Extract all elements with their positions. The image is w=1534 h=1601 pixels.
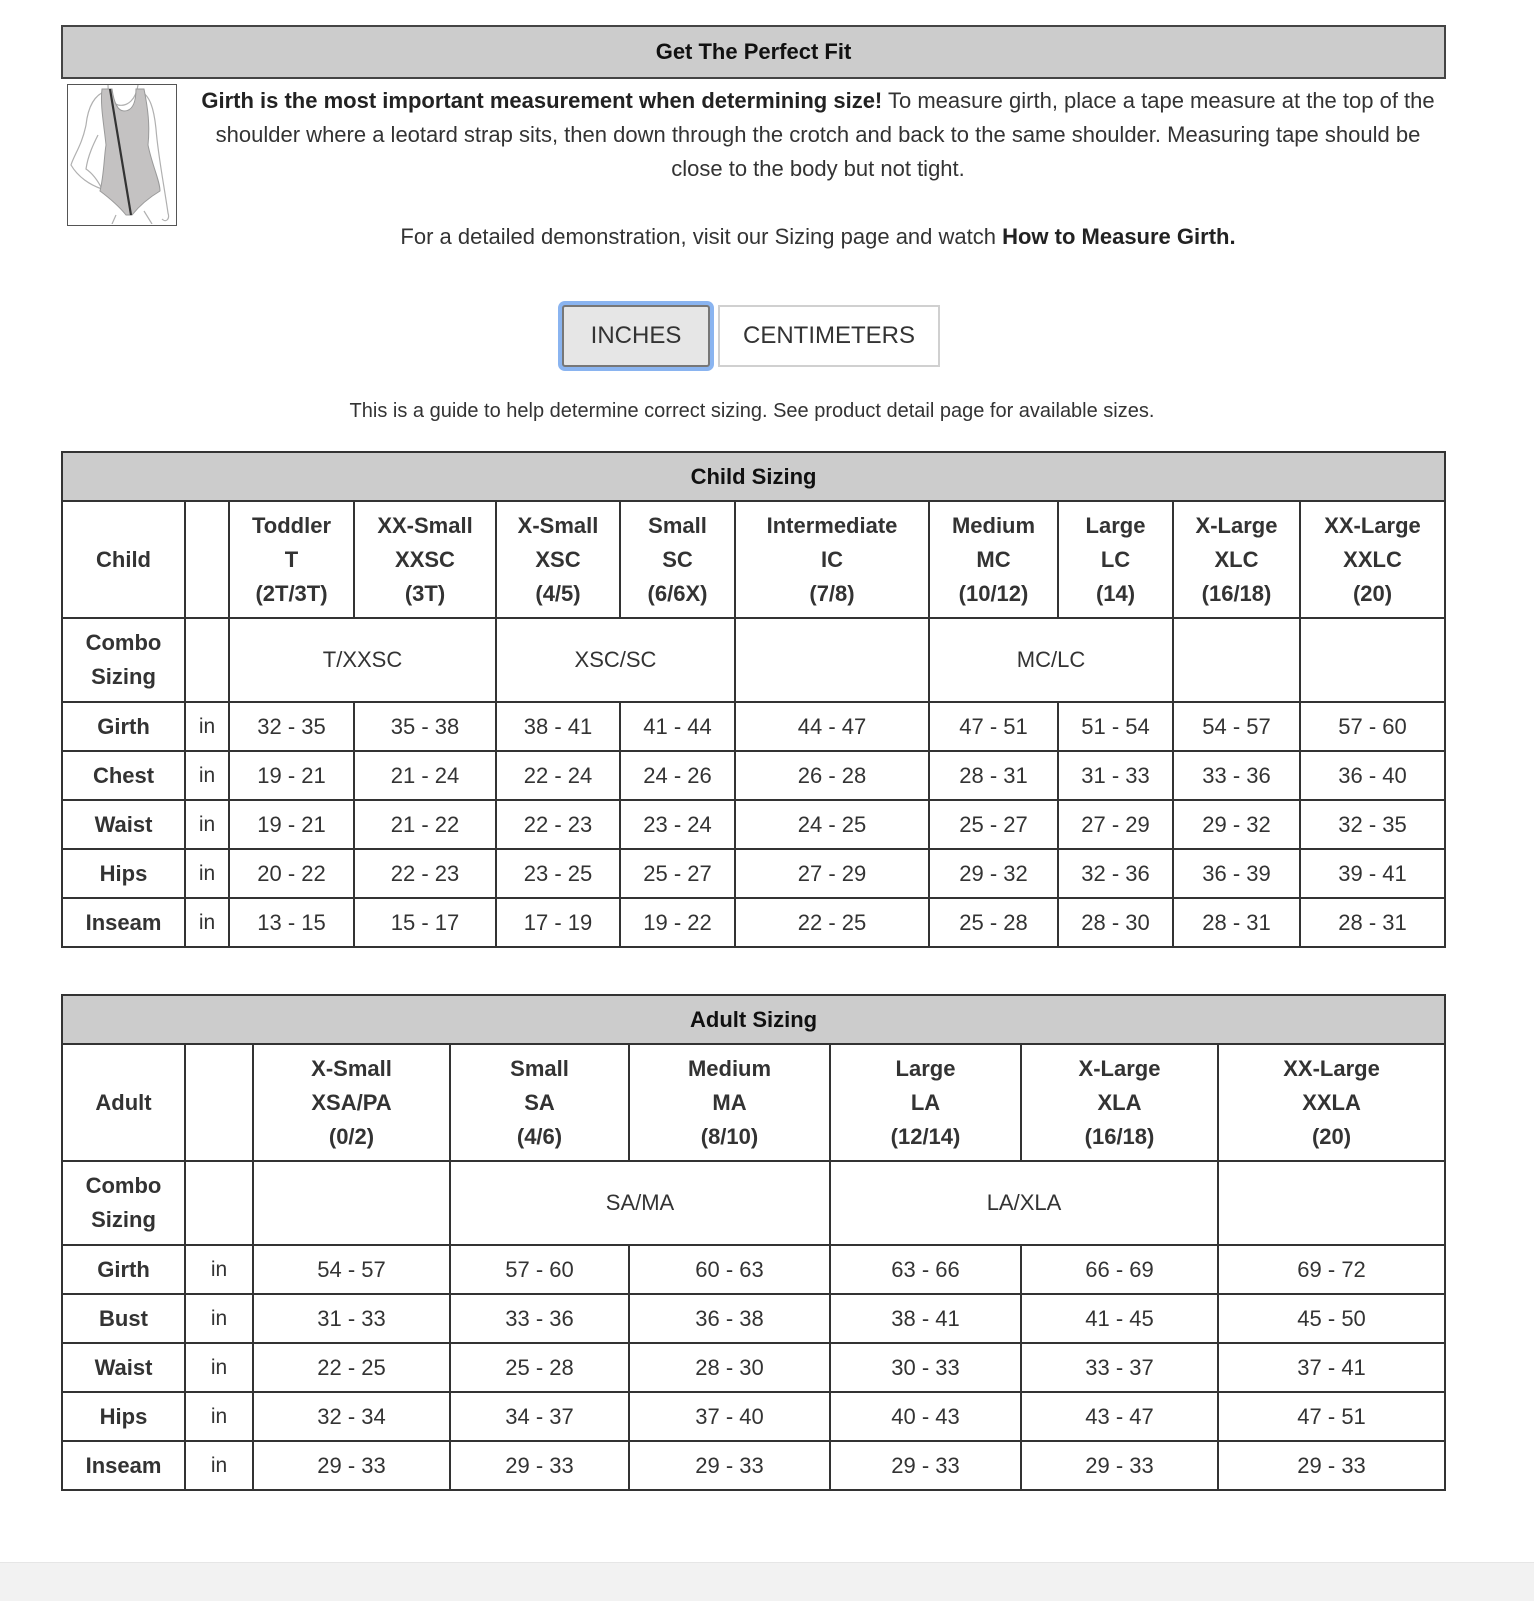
value-cell: 36 - 38 (629, 1294, 830, 1343)
value-cell: 38 - 41 (830, 1294, 1021, 1343)
value-cell: 28 - 30 (629, 1343, 830, 1392)
row-label: Inseam (62, 1441, 185, 1490)
value-cell: 22 - 25 (735, 898, 929, 947)
row-label: Hips (62, 1392, 185, 1441)
value-cell: 44 - 47 (735, 702, 929, 751)
row-label: Waist (62, 800, 185, 849)
combo-sizing-label: Combo Sizing (62, 1161, 185, 1245)
value-cell: 21 - 24 (354, 751, 496, 800)
unit-cell: in (185, 1392, 253, 1441)
combo-cell (253, 1161, 450, 1245)
value-cell: 29 - 33 (450, 1441, 629, 1490)
size-header-x-large: X-Large XLC (16/18) (1173, 501, 1300, 618)
value-cell: 19 - 21 (229, 800, 354, 849)
value-cell: 27 - 29 (1058, 800, 1173, 849)
girth-importance-lead: Girth is the most important measurement when determining size! (201, 88, 883, 113)
size-header-toddler: Toddler T (2T/3T) (229, 501, 354, 618)
value-cell: 43 - 47 (1021, 1392, 1218, 1441)
row-label: Girth (62, 702, 185, 751)
value-cell: 66 - 69 (1021, 1245, 1218, 1294)
unit-cell: in (185, 1343, 253, 1392)
combo-cell: SA/MA (450, 1161, 830, 1245)
value-cell: 25 - 28 (929, 898, 1058, 947)
value-cell: 54 - 57 (253, 1245, 450, 1294)
value-cell: 22 - 23 (496, 800, 620, 849)
value-cell: 51 - 54 (1058, 702, 1173, 751)
value-cell: 26 - 28 (735, 751, 929, 800)
size-header-xx-large: XX-Large XXLA (20) (1218, 1044, 1445, 1161)
value-cell: 23 - 24 (620, 800, 735, 849)
value-cell: 47 - 51 (929, 702, 1058, 751)
combo-unit-empty (185, 618, 229, 702)
adult-combo-row (62, 1161, 1445, 1245)
how-to-measure-girth-link[interactable]: How to Measure Girth. (1002, 224, 1236, 249)
value-cell: 29 - 33 (253, 1441, 450, 1490)
size-header-large: Large LA (12/14) (830, 1044, 1021, 1161)
combo-cell: MC/LC (929, 618, 1173, 702)
adult-corner-label: Adult (62, 1044, 185, 1161)
value-cell: 28 - 31 (1173, 898, 1300, 947)
table-row-hips (62, 1392, 1445, 1441)
size-header-intermediate: Intermediate IC (7/8) (735, 501, 929, 618)
size-header-medium: Medium MC (10/12) (929, 501, 1058, 618)
unit-cell: in (185, 849, 229, 898)
combo-cell: XSC/SC (496, 618, 735, 702)
sizing-guide-note: This is a guide to help determine correct sizing. See product detail page for available sizes. (349, 400, 1155, 422)
value-cell: 29 - 32 (1173, 800, 1300, 849)
value-cell: 17 - 19 (496, 898, 620, 947)
value-cell: 27 - 29 (735, 849, 929, 898)
value-cell: 37 - 41 (1218, 1343, 1445, 1392)
value-cell: 22 - 24 (496, 751, 620, 800)
centimeters-button[interactable]: CENTIMETERS (718, 305, 940, 367)
row-label: Bust (62, 1294, 185, 1343)
value-cell: 31 - 33 (1058, 751, 1173, 800)
value-cell: 24 - 25 (735, 800, 929, 849)
combo-cell (1173, 618, 1300, 702)
value-cell: 13 - 15 (229, 898, 354, 947)
value-cell: 32 - 36 (1058, 849, 1173, 898)
row-label: Hips (62, 849, 185, 898)
girth-instructions (192, 84, 1444, 254)
girth-instructions-text (192, 84, 1444, 186)
unit-header-empty (185, 1044, 253, 1161)
value-cell: 60 - 63 (629, 1245, 830, 1294)
adult-sizing-table (61, 994, 1446, 1491)
adult-size-header-row (62, 1044, 1445, 1161)
value-cell: 25 - 27 (620, 849, 735, 898)
size-header-medium: Medium MA (8/10) (629, 1044, 830, 1161)
value-cell: 41 - 44 (620, 702, 735, 751)
value-cell: 57 - 60 (450, 1245, 629, 1294)
combo-cell (1300, 618, 1445, 702)
unit-cell: in (185, 800, 229, 849)
girth-instructions-body: To measure girth, place a tape measure at the top of the shoulder where a leotard strap sits, then down through the crotch and back to the same shoulder. Measuring tape should be close to the body but not tight. (215, 88, 1435, 181)
size-header-x-small: X-Small XSC (4/5) (496, 501, 620, 618)
unit-cell: in (185, 1294, 253, 1343)
value-cell: 29 - 32 (929, 849, 1058, 898)
value-cell: 41 - 45 (1021, 1294, 1218, 1343)
value-cell: 63 - 66 (830, 1245, 1021, 1294)
value-cell: 33 - 36 (1173, 751, 1300, 800)
value-cell: 33 - 37 (1021, 1343, 1218, 1392)
adult-sizing-caption: Adult Sizing (62, 995, 1445, 1044)
value-cell: 40 - 43 (830, 1392, 1021, 1441)
value-cell: 21 - 22 (354, 800, 496, 849)
value-cell: 39 - 41 (1300, 849, 1445, 898)
value-cell: 28 - 31 (929, 751, 1058, 800)
value-cell: 33 - 36 (450, 1294, 629, 1343)
table-row-inseam (62, 1441, 1445, 1490)
value-cell: 28 - 30 (1058, 898, 1173, 947)
value-cell: 36 - 40 (1300, 751, 1445, 800)
value-cell: 23 - 25 (496, 849, 620, 898)
value-cell: 34 - 37 (450, 1392, 629, 1441)
unit-cell: in (185, 1441, 253, 1490)
value-cell: 29 - 33 (830, 1441, 1021, 1490)
combo-sizing-label: Combo Sizing (62, 618, 185, 702)
value-cell: 25 - 28 (450, 1343, 629, 1392)
child-sizing-caption: Child Sizing (62, 452, 1445, 501)
child-size-header-row (62, 501, 1445, 618)
size-header-small: Small SA (4/6) (450, 1044, 629, 1161)
value-cell: 47 - 51 (1218, 1392, 1445, 1441)
value-cell: 32 - 34 (253, 1392, 450, 1441)
page-bottom-strip (0, 1562, 1534, 1601)
table-row-inseam (62, 898, 1445, 947)
value-cell: 32 - 35 (1300, 800, 1445, 849)
value-cell: 38 - 41 (496, 702, 620, 751)
table-row-bust (62, 1294, 1445, 1343)
demo-note (192, 220, 1444, 254)
combo-unit-empty (185, 1161, 253, 1245)
unit-cell: in (185, 702, 229, 751)
demo-note-prefix: For a detailed demonstration, visit our Sizing page and watch (400, 224, 1003, 249)
row-label: Girth (62, 1245, 185, 1294)
row-label: Waist (62, 1343, 185, 1392)
table-row-girth (62, 702, 1445, 751)
value-cell: 25 - 27 (929, 800, 1058, 849)
unit-cell: in (185, 751, 229, 800)
value-cell: 57 - 60 (1300, 702, 1445, 751)
child-combo-row (62, 618, 1445, 702)
inches-button[interactable]: INCHES (562, 305, 710, 367)
combo-cell: T/XXSC (229, 618, 496, 702)
value-cell: 19 - 22 (620, 898, 735, 947)
value-cell: 20 - 22 (229, 849, 354, 898)
value-cell: 32 - 35 (229, 702, 354, 751)
unit-cell: in (185, 1245, 253, 1294)
value-cell: 37 - 40 (629, 1392, 830, 1441)
child-corner-label: Child (62, 501, 185, 618)
leotard-girth-diagram-icon (67, 84, 177, 226)
value-cell: 45 - 50 (1218, 1294, 1445, 1343)
row-label: Chest (62, 751, 185, 800)
value-cell: 22 - 25 (253, 1343, 450, 1392)
row-label: Inseam (62, 898, 185, 947)
child-sizing-table (61, 451, 1446, 948)
size-header-xx-large: XX-Large XXLC (20) (1300, 501, 1445, 618)
combo-cell (735, 618, 929, 702)
size-header-x-small: X-Small XSA/PA (0/2) (253, 1044, 450, 1161)
value-cell: 22 - 23 (354, 849, 496, 898)
table-row-hips (62, 849, 1445, 898)
value-cell: 28 - 31 (1300, 898, 1445, 947)
combo-cell (1218, 1161, 1445, 1245)
size-header-small: Small SC (6/6X) (620, 501, 735, 618)
combo-cell: LA/XLA (830, 1161, 1218, 1245)
value-cell: 15 - 17 (354, 898, 496, 947)
value-cell: 35 - 38 (354, 702, 496, 751)
value-cell: 30 - 33 (830, 1343, 1021, 1392)
value-cell: 29 - 33 (1218, 1441, 1445, 1490)
size-header-x-large: X-Large XLA (16/18) (1021, 1044, 1218, 1161)
size-header-large: Large LC (14) (1058, 501, 1173, 618)
table-row-waist (62, 800, 1445, 849)
value-cell: 31 - 33 (253, 1294, 450, 1343)
unit-toggle (562, 305, 940, 367)
table-row-girth (62, 1245, 1445, 1294)
value-cell: 24 - 26 (620, 751, 735, 800)
fit-guide-title: Get The Perfect Fit (61, 25, 1446, 79)
value-cell: 29 - 33 (1021, 1441, 1218, 1490)
unit-header-empty (185, 501, 229, 618)
size-header-xx-small: XX-Small XXSC (3T) (354, 501, 496, 618)
unit-cell: in (185, 898, 229, 947)
value-cell: 29 - 33 (629, 1441, 830, 1490)
table-row-waist (62, 1343, 1445, 1392)
value-cell: 19 - 21 (229, 751, 354, 800)
value-cell: 36 - 39 (1173, 849, 1300, 898)
value-cell: 54 - 57 (1173, 702, 1300, 751)
table-row-chest (62, 751, 1445, 800)
value-cell: 69 - 72 (1218, 1245, 1445, 1294)
